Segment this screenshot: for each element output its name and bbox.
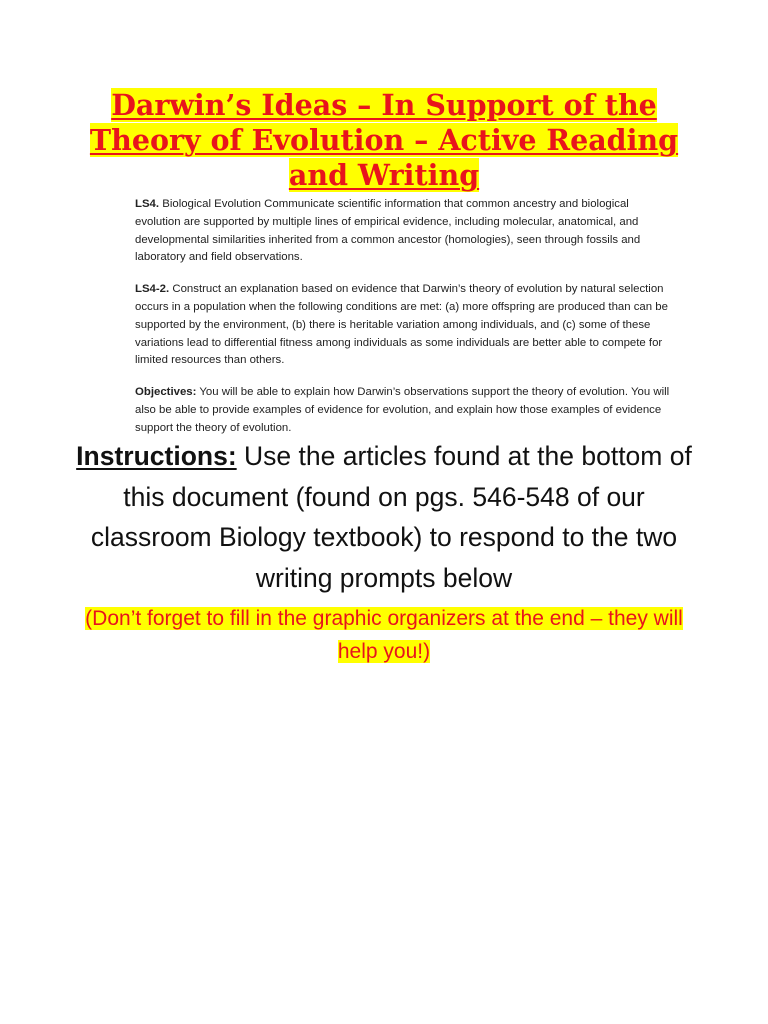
standards-section — [135, 196, 675, 452]
standard-ls4-label: LS4. — [135, 198, 160, 210]
instructions-label: Instructions: — [76, 441, 237, 471]
standard-ls4-2-text: Construct an explanation based on evidence that Darwin’s theory of evolution by natural selection occurs in a population when the following conditions are met: (a) more offspring are produced than can be supported by the environment, (b) there is heritable variation among individuals, and (c) some of these variations lead to differential fitness among individuals as some individuals are better able to compete for limited resources than others. — [135, 283, 668, 367]
objectives-text: You will be able to explain how Darwin’s observations support the theory of evolution. You will also be able to provide examples of evidence for evolution, and explain how those examples of evidence support the theory of evolution. — [135, 386, 670, 434]
objectives — [135, 384, 675, 437]
instructions-block — [70, 436, 698, 598]
document-title — [60, 88, 708, 193]
standard-ls4-2 — [135, 281, 675, 370]
standard-ls4 — [135, 196, 675, 267]
objectives-label: Objectives: — [135, 386, 197, 399]
graphic-organizer-reminder — [70, 602, 698, 668]
reminder-text: (Don’t forget to fill in the graphic organizers at the end – they will help you!) — [85, 607, 683, 663]
document-title-text: Darwin’s Ideas – In Support of the Theory of Evolution – Active Reading and Writing — [89, 88, 679, 192]
standard-ls4-2-label: LS4-2. — [135, 283, 170, 296]
standard-ls4-text: Biological Evolution Communicate scientific information that common ancestry and biological evolution are supported by multiple lines of empirical evidence, including molecular, anatomical, and developmental similarities inherited from a common ancestor (homologies), seen through fossils and laboratory and field observations. — [135, 198, 641, 264]
instructions-text: Use the articles found at the bottom of this document (found on pgs. 546-548 of our classroom Biology textbook) to respond to the two writing prompts below — [90, 441, 692, 593]
